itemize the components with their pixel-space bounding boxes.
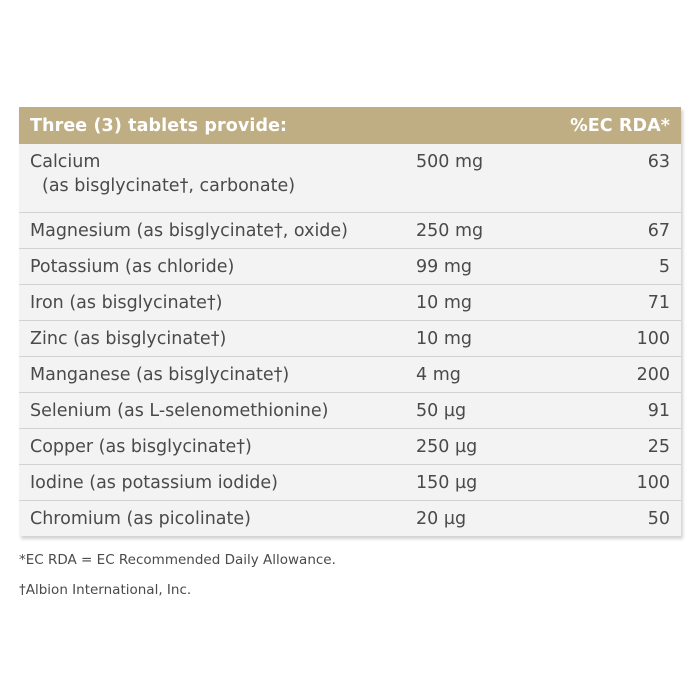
nutrient-name: Zinc (as bisglycinate†): [30, 328, 227, 349]
footnote-rda: *EC RDA = EC Recommended Daily Allowance.: [19, 552, 336, 568]
nutrient-amount: 500 mg: [416, 152, 484, 172]
table-row: [19, 429, 681, 465]
nutrient-rda: 71: [647, 292, 670, 313]
table-row: [19, 393, 681, 429]
nutrient-name: Potassium (as chloride): [30, 256, 235, 277]
header-rda-label: %EC RDA*: [570, 115, 670, 136]
table-header-row: [19, 107, 681, 144]
table-row: [19, 213, 681, 249]
nutrient-rda: 200: [636, 364, 670, 385]
nutrient-name-sub: (as bisglycinate†, carbonate): [42, 176, 296, 196]
nutrient-name: Iron (as bisglycinate†): [30, 292, 223, 313]
nutrient-rda: 91: [647, 400, 670, 421]
table-row: [19, 144, 681, 213]
nutrient-name: Chromium (as picolinate): [30, 508, 251, 529]
nutrient-amount: 250 µg: [416, 436, 478, 457]
nutrient-amount: 10 mg: [416, 328, 472, 349]
table-row: [19, 249, 681, 285]
table-row: [19, 285, 681, 321]
footnote-albion: †Albion International, Inc.: [19, 582, 192, 598]
nutrient-name: Magnesium (as bisglycinate†, oxide): [30, 220, 349, 241]
header-serving-label: Three (3) tablets provide:: [30, 115, 288, 136]
nutrient-rda: 67: [647, 220, 670, 241]
nutrient-amount: 4 mg: [416, 364, 461, 385]
nutrient-rda: 63: [647, 152, 670, 172]
nutrient-rda: 50: [647, 508, 670, 529]
nutrient-amount: 50 µg: [416, 400, 467, 421]
nutrient-amount: 150 µg: [416, 472, 478, 493]
nutrient-name: Selenium (as L-selenomethionine): [30, 400, 329, 421]
table-row: [19, 465, 681, 501]
nutrient-rda: 100: [636, 328, 670, 349]
table-row: [19, 321, 681, 357]
nutrient-name: Manganese (as bisglycinate†): [30, 364, 290, 385]
nutrition-table-panel: [19, 107, 681, 536]
nutrient-name: Iodine (as potassium iodide): [30, 472, 278, 493]
table-row: [19, 357, 681, 393]
nutrient-amount: 20 µg: [416, 508, 467, 529]
nutrient-amount: 99 mg: [416, 256, 472, 277]
nutrient-name-main: Calcium: [30, 152, 101, 172]
nutrient-rda: 25: [647, 436, 670, 457]
nutrition-table: [19, 107, 681, 536]
table-row: [19, 501, 681, 537]
nutrient-name: [19, 144, 416, 213]
nutrient-amount: 250 mg: [416, 220, 484, 241]
nutrient-rda: 5: [658, 256, 670, 277]
footnotes: [19, 551, 336, 611]
nutrient-name: Copper (as bisglycinate†): [30, 436, 252, 457]
nutrient-amount: 10 mg: [416, 292, 472, 313]
nutrient-rda: 100: [636, 472, 670, 493]
